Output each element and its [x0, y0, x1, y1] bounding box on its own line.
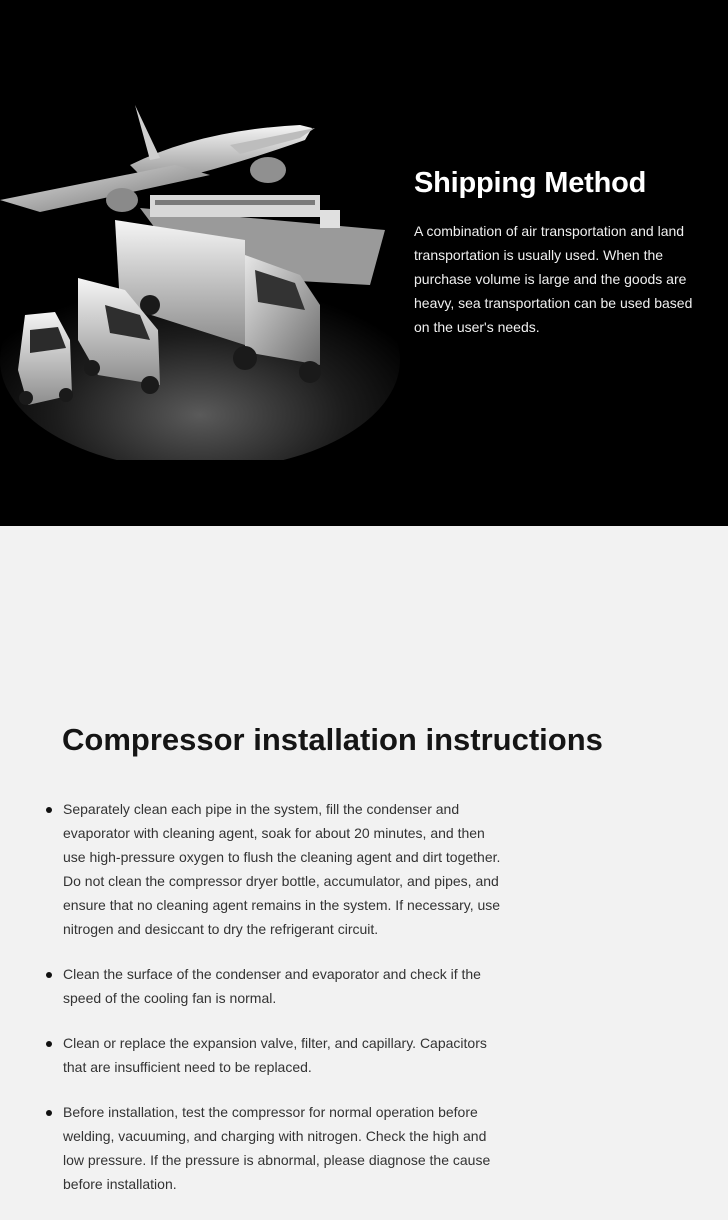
bullet-icon	[46, 807, 52, 813]
shipping-section	[0, 0, 728, 526]
step-text: Clean or replace the expansion valve, filter, and capillary. Capacitors that are insufficient need to be replaced.	[63, 1035, 487, 1075]
shipping-info	[414, 163, 706, 339]
list-item	[44, 1031, 504, 1079]
vehicles-image	[0, 90, 400, 460]
bullet-icon	[46, 1041, 52, 1047]
bullet-icon	[46, 972, 52, 978]
list-item	[44, 962, 504, 1010]
list-item	[44, 1100, 504, 1196]
shipping-title: Shipping Method	[414, 167, 647, 199]
shipping-description: A combination of air transportation and land transportation is usually used. When the purchase volume is large and the goods are heavy, sea transportation can be used based on the user's needs.	[414, 223, 693, 335]
bullet-icon	[46, 1110, 52, 1116]
list-item	[44, 797, 504, 941]
installation-steps-list	[44, 797, 504, 1217]
installation-title: Compressor installation instructions	[62, 722, 603, 757]
step-text: Before installation, test the compressor for normal operation before welding, vacuuming, and charging with nitrogen. Check the high and low pressure. If the pressure is abnormal, please diagnose the cause before installation.	[63, 1104, 491, 1192]
installation-section	[0, 526, 728, 1220]
step-text: Clean the surface of the condenser and evaporator and check if the speed of the cooling fan is normal.	[63, 966, 481, 1006]
step-text: Separately clean each pipe in the system, fill the condenser and evaporator with cleaning agent, soak for about 20 minutes, and then use high-pressure oxygen to flush the cleaning agent and dirt together. Do not clean the compressor dryer bottle, accumulator, and pipes, and ensure that no cleaning agent remains in the system. If necessary, use nitrogen and desiccant to dry the refrigerant circuit.	[63, 801, 501, 937]
